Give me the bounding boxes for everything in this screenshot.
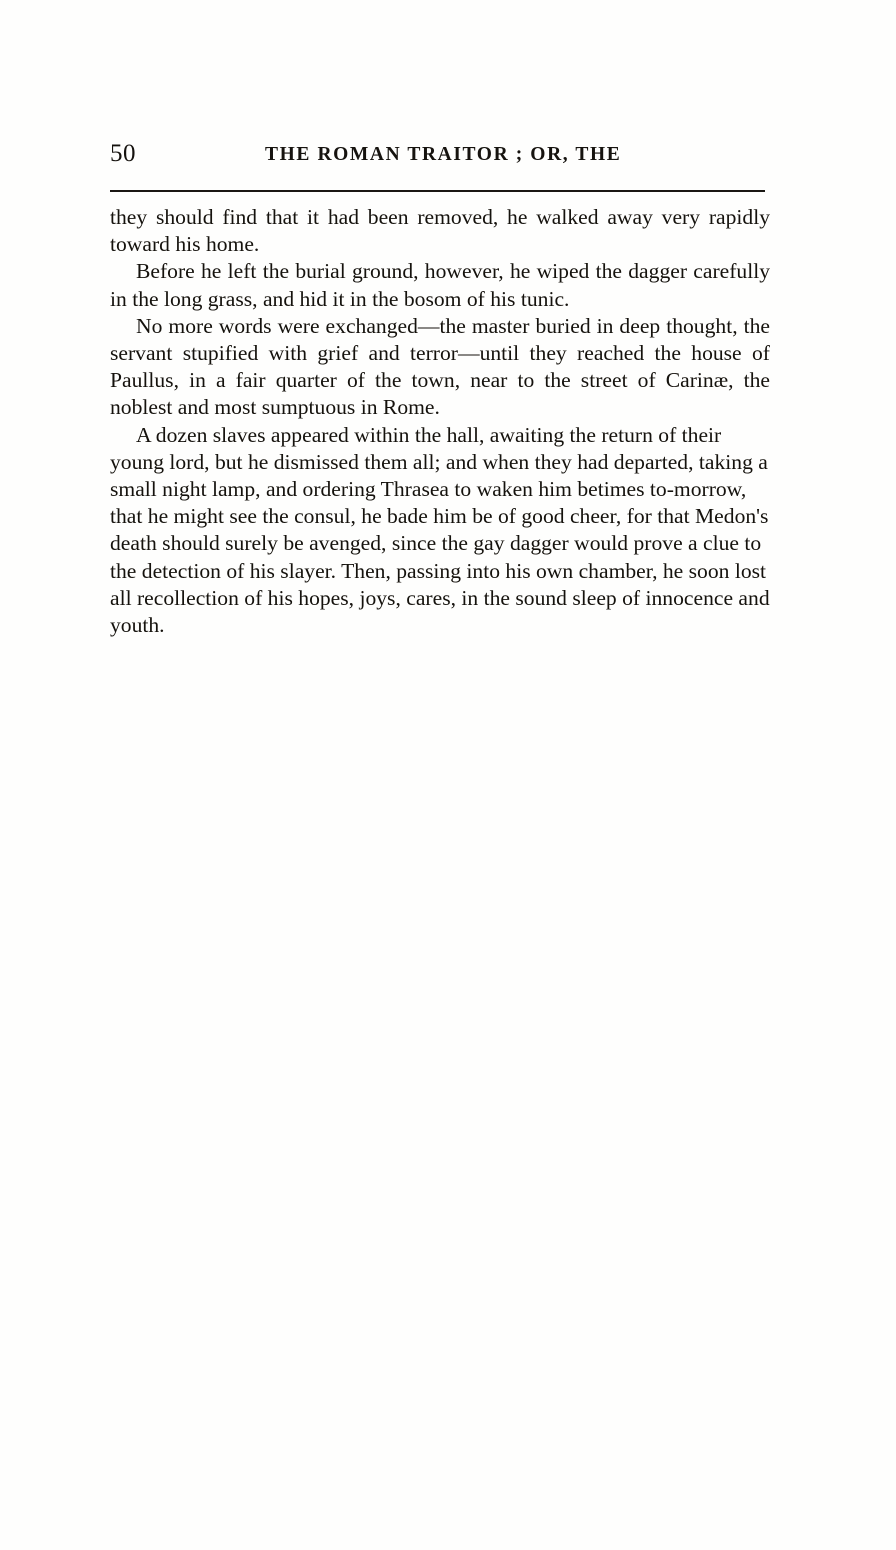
page-number: 50 [110, 140, 136, 167]
running-head: THE ROMAN TRAITOR ; OR, THE [265, 144, 622, 165]
body-text [110, 204, 770, 639]
paragraph: they should find that it had been removed, he walked away very rapidly toward his home. [110, 205, 770, 257]
page-header [110, 140, 764, 174]
paragraph: No more words were exchanged—the master buried in deep thought, the servant stupified with grief and terror—until they reached the house of Paullus, in a fair quarter of the town, near to the street of Carinæ, the noblest and most sumptuous in Rome. [110, 313, 770, 420]
header-rule [110, 190, 765, 192]
paragraph: A dozen slaves appeared within the hall, awaiting the return of their young lord, but he dismissed them all; and when they had departed, taking a small night lamp, and ordering Thrasea to waken him betimes to-morrow, that he might see the consul, he bade him be of good cheer, for that Medon's death should surely be avenged, since the gay dagger would prove a clue to the detection of his slayer. Then, passing into his own chamber, he soon lost all recollection of his hopes, joys, cares, in the sound sleep of innocence and youth. [110, 422, 770, 638]
paragraph: Before he left the burial ground, however, he wiped the dagger carefully in the long grass, and hid it in the bosom of his tunic. [110, 259, 770, 311]
